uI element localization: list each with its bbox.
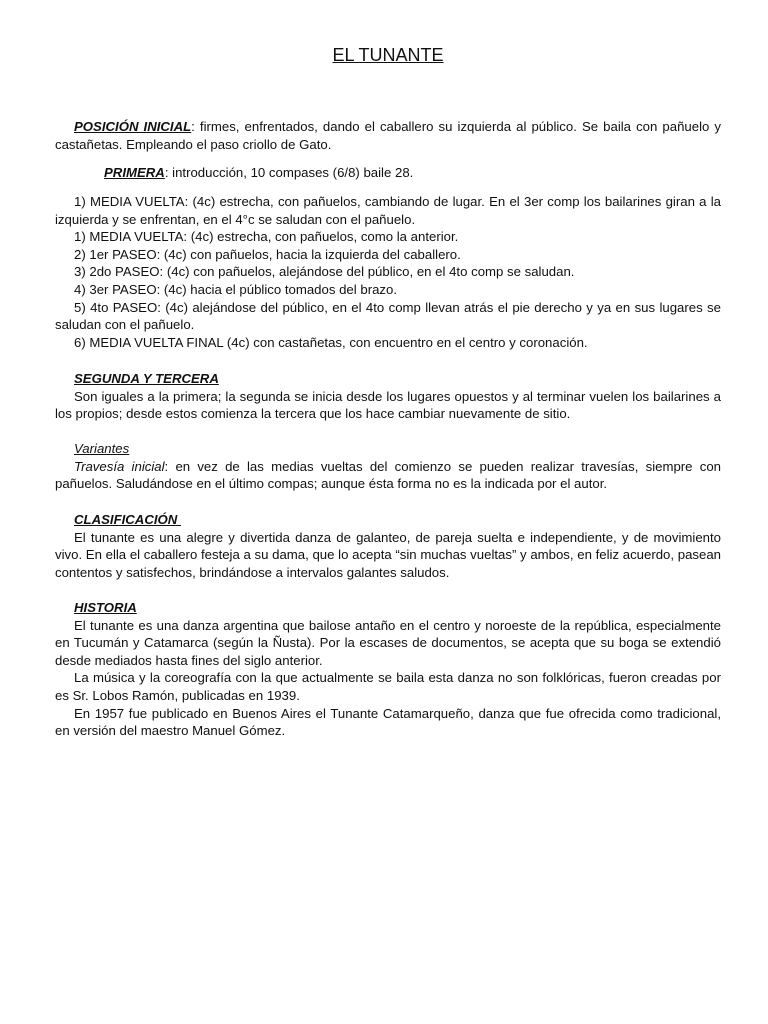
travesia-inicial-label: Travesía inicial <box>74 458 165 474</box>
variantes-text: : en vez de las medias vueltas del comienzo se pueden realizar travesías, siempre con pañuelos. Saludándose en el último compas; aunque ésta forma no es la indicada por el autor. <box>55 458 722 492</box>
clasificacion-section <box>55 511 721 581</box>
historia-paragraph: En 1957 fue publicado en Buenos Aires el Tunante Catamarqueño, danza que fue ofrecida como tradicional, en versión del maestro Manuel Gómez. <box>55 705 721 739</box>
step-item: 1) MEDIA VUELTA: (4c) estrecha, con pañuelos, como la anterior. <box>74 229 459 245</box>
clasificacion-text: El tunante es una alegre y divertida danza de galanteo, de pareja suelta e independiente, y de movimiento vivo. En ella el caballero festeja a su dama, que lo acepta “sin muchas vueltas” y ambos, en feliz acuerdo, pasean contentos y satisfechos, brindándose a intervalos galantes saludos. <box>55 529 721 580</box>
primera-paragraph <box>55 164 721 182</box>
historia-section <box>55 599 721 740</box>
step-item: 4) 3er PASEO: (4c) hacia el público tomados del brazo. <box>74 281 398 297</box>
variantes-section <box>55 440 721 493</box>
historia-paragraph: El tunante es una danza argentina que bailose antaño en el centro y noroeste de la república, especialmente en Tucumán y Catamarca (según la Ñusta). Por la escases de documentos, se acepta que su boga se extendió desde mediados hasta fines del siglo anterior. <box>55 617 721 668</box>
document-title: EL TUNANTE <box>332 45 444 65</box>
step-item: 2) 1er PASEO: (4c) con pañuelos, hacia la izquierda del caballero. <box>74 246 461 262</box>
posicion-inicial-paragraph <box>55 118 721 153</box>
step-item: 3) 2do PASEO: (4c) con pañuelos, alejándose del público, en el 4to comp se saludan. <box>74 264 575 280</box>
primera-text: : introducción, 10 compases (6/8) baile 28. <box>164 165 414 180</box>
variantes-paragraph <box>55 458 721 493</box>
historia-paragraph: La música y la coreografía con la que actualmente se baila esta danza no son folklóricas, fueron creadas por es Sr. Lobos Ramón, publicadas en 1939. <box>55 670 721 703</box>
clasificacion-heading: CLASIFICACIÓN <box>74 512 181 527</box>
primera-label: PRIMERA <box>104 165 165 180</box>
segunda-tercera-section <box>55 370 721 423</box>
step-item: 1) MEDIA VUELTA: (4c) estrecha, con pañuelos, cambiando de lugar. En el 3er comp los bailarines giran a la izquierda y se enfrentan, en el 4°c se saludan con el pañuelo. <box>55 194 721 227</box>
steps-list <box>55 193 721 351</box>
step-item: 6) MEDIA VUELTA FINAL (4c) con castañetas, con encuentro en el centro y coronación. <box>74 334 588 350</box>
historia-heading: HISTORIA <box>74 600 137 615</box>
posicion-inicial-text: : firmes, enfrentados, dando el caballero su izquierda al público. Se baila con pañuelo y castañetas. Empleando el paso criollo de Gato. <box>55 119 721 152</box>
segunda-tercera-heading: SEGUNDA Y TERCERA <box>74 371 219 386</box>
variantes-heading: Variantes <box>74 441 130 456</box>
segunda-tercera-text: Son iguales a la primera; la segunda se inicia desde los lugares opuestos y al terminar vuelen los bailarines a los propios; desde estos comienza la tercera que los hace cambiar nuevamente de sitio. <box>55 388 721 422</box>
posicion-inicial-label: POSICIÓN INICIAL <box>74 119 192 134</box>
step-item: 5) 4to PASEO: (4c) alejándose del público, en el 4to comp llevan atrás el pie derecho y ya en sus lugares se saludan con el pañuelo. <box>55 299 721 333</box>
